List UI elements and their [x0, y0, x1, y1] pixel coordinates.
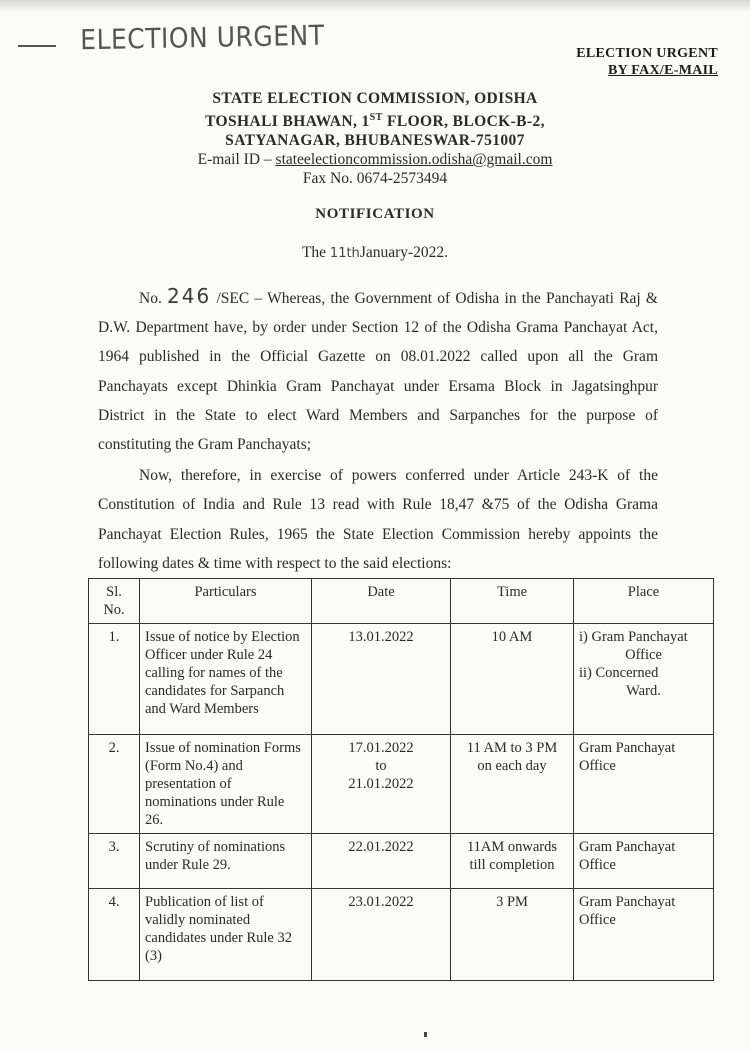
- date-line: 17.01.2022: [348, 740, 414, 756]
- time-line: on each day: [477, 758, 547, 774]
- table-header-row: [89, 579, 714, 624]
- date-handwritten-day: 11th: [329, 246, 360, 261]
- time-line: 11 AM to 3 PM: [466, 740, 558, 756]
- cell-place: Gram Panchayat Office: [574, 889, 714, 981]
- date-suffix: January-2022.: [359, 244, 449, 261]
- cell-particulars: Issue of notice by Election Officer under Rule 24 calling for names of the candidates for Sarpanch and Ward Members: [140, 624, 312, 735]
- place-line: Office: [625, 647, 662, 663]
- table-row: [89, 834, 714, 889]
- place-line: i) Gram Panchayat: [579, 629, 688, 645]
- email-line: [0, 150, 750, 169]
- cell-time: 10 AM: [451, 624, 574, 735]
- header-particulars: Particulars: [140, 579, 312, 624]
- paragraph-1-text: /SEC – Whereas, the Government of Odisha in the Panchayati Raj & D.W. Department have, by order under Section 12 of the Odisha Grama Panchayat Act, 1964 published in the Official Gazette on 08.01.2022 called upon all the Gram Panchayats except Dhinkia Gram Panchayat under Ersama Block in Jagatsinghpur District in the State to elect Ward Members and Sarpanches for the purpose of constituting the Gram Panchayats;: [98, 290, 658, 454]
- election-schedule-table: [88, 578, 714, 981]
- address-line-1-pre: TOSHALI BHAWAN, 1: [205, 113, 370, 131]
- cell-place: [574, 624, 714, 735]
- cell-time: 3 PM: [451, 889, 574, 981]
- cell-sl: 1.: [89, 624, 140, 735]
- cell-date: 23.01.2022: [312, 889, 451, 981]
- cell-sl: 2.: [89, 735, 140, 834]
- notification-date: [0, 244, 750, 262]
- letterhead: [0, 89, 750, 188]
- header-date: Date: [312, 579, 451, 624]
- email-label: E-mail ID –: [197, 151, 276, 169]
- urgent-notice: [576, 45, 718, 79]
- date-prefix: The: [301, 244, 330, 261]
- cell-place: Gram Panchayat Office: [574, 735, 714, 834]
- address-line-1: [0, 108, 750, 131]
- cell-time: [451, 735, 574, 834]
- stamp-dash: [18, 45, 56, 47]
- cell-date: 22.01.2022: [312, 834, 451, 889]
- org-name: STATE ELECTION COMMISSION, ODISHA: [212, 90, 538, 107]
- header-place: Place: [574, 579, 714, 624]
- cell-time: [451, 834, 574, 889]
- email-link[interactable]: stateelectioncommission.odisha@gmail.com: [275, 151, 553, 169]
- page-mark: [424, 1032, 427, 1037]
- place-line: ii) Concerned: [579, 665, 659, 681]
- address-line-2: SATYANAGAR, BHUBANESWAR-751007: [225, 132, 525, 150]
- notification-title: NOTIFICATION: [315, 206, 435, 222]
- cell-sl: 3.: [89, 834, 140, 889]
- election-urgent-stamp: ELECTION URGENT: [80, 19, 325, 56]
- table-row: [89, 735, 714, 834]
- table-row: [89, 624, 714, 735]
- cell-sl: 4.: [89, 889, 140, 981]
- notification-no-prefix: No.: [139, 290, 168, 307]
- time-line: 11AM onwards: [466, 839, 558, 855]
- notification-number-handwritten: 246: [167, 284, 212, 308]
- time-line: till completion: [469, 857, 555, 873]
- header-time: Time: [451, 579, 574, 624]
- date-line: to: [375, 758, 387, 774]
- fax-line: Fax No. 0674-2573494: [302, 170, 448, 188]
- place-line: Ward.: [626, 683, 661, 699]
- cell-particulars: Scrutiny of nominations under Rule 29.: [140, 834, 312, 889]
- urgent-line-2: BY FAX/E-MAIL: [607, 63, 718, 78]
- cell-particulars: Publication of list of validly nominated candidates under Rule 32 (3): [140, 889, 312, 981]
- cell-date: 13.01.2022: [312, 624, 451, 735]
- urgent-line-1: ELECTION URGENT: [576, 46, 718, 61]
- cell-place: Gram Panchayat Office: [574, 834, 714, 889]
- paragraph-1: [98, 282, 658, 459]
- notification-body: [98, 282, 658, 578]
- date-line: 21.01.2022: [348, 776, 414, 792]
- table-row: [89, 889, 714, 981]
- cell-particulars: Issue of nomination Forms (Form No.4) and presentation of nominations under Rule 26.: [140, 735, 312, 834]
- header-sl-no: Sl. No.: [89, 579, 140, 624]
- paragraph-2: Now, therefore, in exercise of powers conferred under Article 243-K of the Constitution of India and Rule 13 read with Rule 18,47 &75 of the Odisha Grama Panchayat Election Rules, 1965 the State Election Commission hereby appoints the following dates & time with respect to the said elections:: [98, 467, 658, 572]
- cell-date: [312, 735, 451, 834]
- address-sup: ST: [369, 112, 383, 123]
- address-line-1-post: FLOOR, BLOCK-B-2,: [382, 113, 545, 131]
